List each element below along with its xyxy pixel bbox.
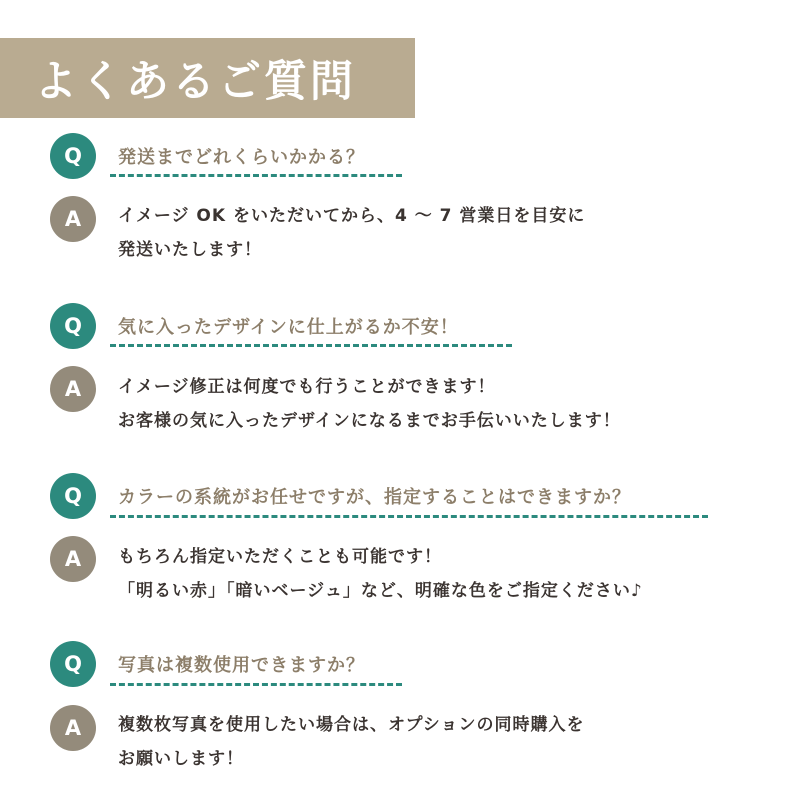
answer-badge: A xyxy=(50,536,96,582)
answer-line: 発送いたします！ xyxy=(118,240,262,260)
question-row xyxy=(50,473,631,519)
answer-text xyxy=(118,708,584,776)
question-badge: Q xyxy=(50,641,96,687)
question-row xyxy=(50,303,459,349)
question-row xyxy=(50,641,365,687)
answer-text xyxy=(118,199,585,267)
question-text: 発送までどれくらいかかる？ xyxy=(118,147,365,168)
answer-text xyxy=(118,370,621,438)
answer-line: イメージ OK をいただいてから、4 〜 7 営業日を目安に xyxy=(118,206,586,226)
page-title: よくあるご質問 xyxy=(34,56,356,107)
answer-line: お願いします！ xyxy=(118,749,244,769)
question-underline xyxy=(110,344,512,347)
faq-header-banner xyxy=(0,38,415,118)
answer-badge: A xyxy=(50,196,96,242)
question-row xyxy=(50,133,365,179)
question-underline xyxy=(110,174,402,177)
answer-badge: A xyxy=(50,705,96,751)
question-text: 気に入ったデザインに仕上がるか不安！ xyxy=(118,317,459,338)
question-underline xyxy=(110,683,402,686)
question-badge: Q xyxy=(50,303,96,349)
answer-line: 複数枚写真を使用したい場合は、オプションの同時購入を xyxy=(118,715,585,735)
question-badge: Q xyxy=(50,473,96,519)
answer-badge: A xyxy=(50,366,96,412)
answer-line: 「明るい赤」「暗いベージュ」など、明確な色をご指定ください♪ xyxy=(118,581,643,601)
question-underline xyxy=(110,515,708,518)
answer-line: イメージ修正は何度でも行うことができます！ xyxy=(118,377,496,397)
question-text: カラーの系統がお任せですが、指定することはできますか？ xyxy=(118,487,631,508)
answer-line: もちろん指定いただくことも可能です！ xyxy=(118,547,442,567)
answer-text xyxy=(118,540,643,608)
question-badge: Q xyxy=(50,133,96,179)
question-text: 写真は複数使用できますか？ xyxy=(118,655,365,676)
answer-line: お客様の気に入ったデザインになるまでお手伝いいたします！ xyxy=(118,411,621,431)
